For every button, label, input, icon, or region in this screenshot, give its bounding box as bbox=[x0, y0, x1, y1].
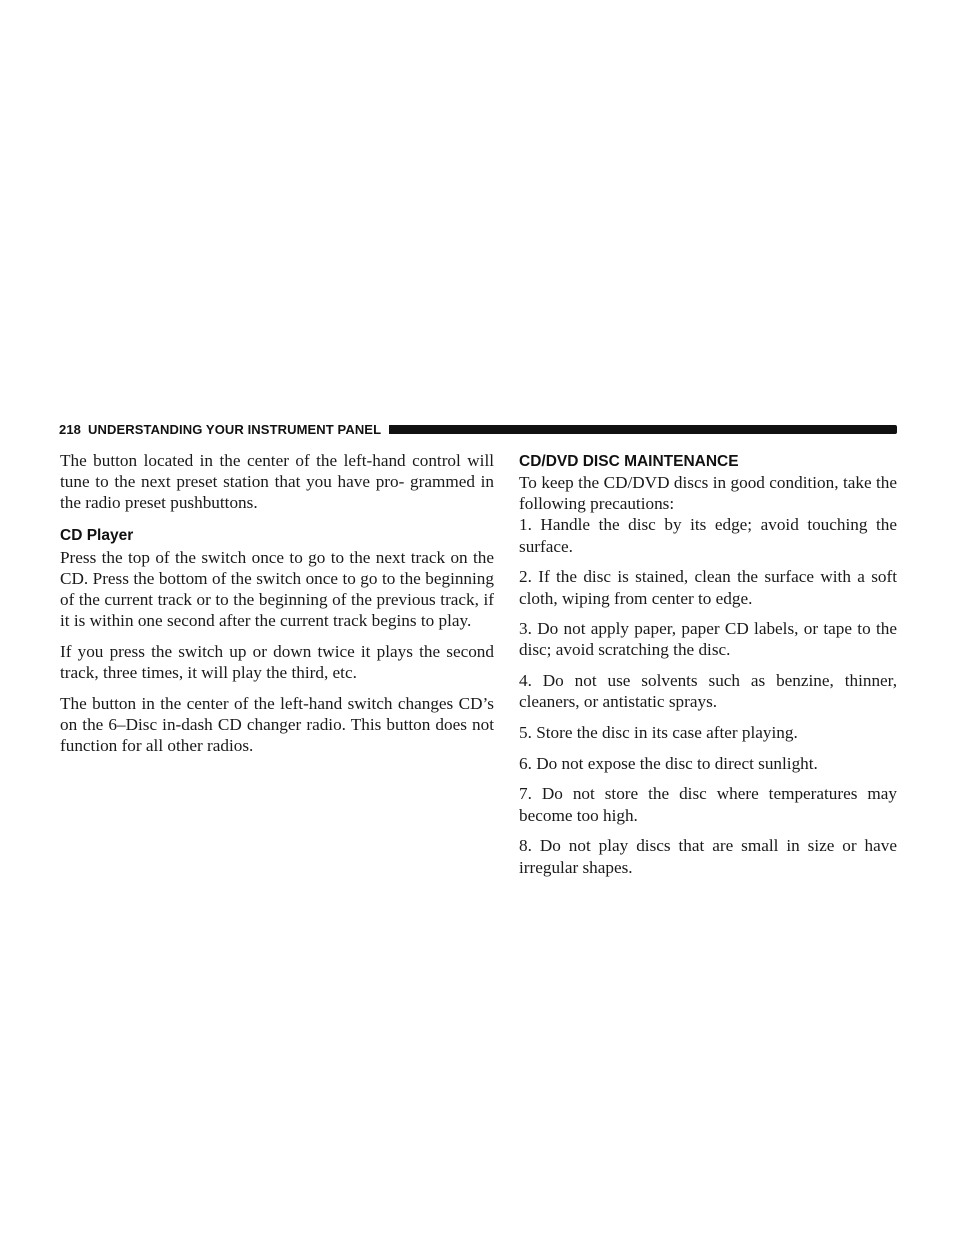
precaution-item: 1. Handle the disc by its edge; avoid touching the surface. bbox=[519, 515, 897, 556]
precaution-item: 6. Do not expose the disc to direct sunlight. bbox=[519, 753, 818, 773]
left-column bbox=[60, 450, 494, 766]
cd-player-paragraph: The button in the center of the left-hand switch changes CD’s on the 6–Disc in-dash CD changer radio. This button does not function for all other radios. bbox=[60, 693, 494, 756]
precaution-item: 7. Do not store the disc where temperatures may become too high. bbox=[519, 784, 897, 825]
header-rule bbox=[389, 425, 897, 434]
page-number: 218 bbox=[59, 421, 81, 437]
maintenance-intro: To keep the CD/DVD discs in good condition, take the following precautions: bbox=[519, 473, 897, 514]
precaution-item: 4. Do not use solvents such as benzine, thinner, cleaners, or antistatic sprays. bbox=[519, 671, 897, 712]
cd-player-heading: CD Player bbox=[60, 526, 134, 544]
page-header bbox=[59, 421, 897, 437]
intro-paragraph: The button located in the center of the left-hand control will tune to the next preset station that you have pro- grammed in the radio preset pushbuttons. bbox=[60, 451, 494, 513]
precaution-item: 8. Do not play discs that are small in size or have irregular shapes. bbox=[519, 836, 897, 877]
section-title: UNDERSTANDING YOUR INSTRUMENT PANEL bbox=[88, 421, 382, 437]
cd-player-paragraph: If you press the switch up or down twice it plays the second track, three times, it will play the third, etc. bbox=[60, 641, 494, 683]
precaution-item: 2. If the disc is stained, clean the surface with a soft cloth, wiping from center to edge. bbox=[519, 567, 897, 608]
cd-player-paragraph: Press the top of the switch once to go to the next track on the CD. Press the bottom of the switch once to go to the beginning of the current track or to the beginning of the previous track, if it is within one second after the current track begins to play. bbox=[60, 547, 494, 631]
precaution-item: 5. Store the disc in its case after playing. bbox=[519, 723, 798, 743]
disc-maintenance-heading: CD/DVD DISC MAINTENANCE bbox=[519, 453, 739, 470]
precaution-item: 3. Do not apply paper, paper CD labels, or tape to the disc; avoid scratching the disc. bbox=[519, 619, 897, 660]
right-column bbox=[519, 450, 897, 887]
